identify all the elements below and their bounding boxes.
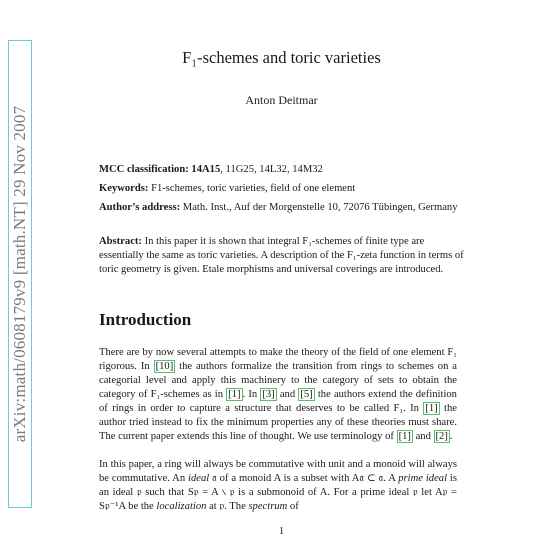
p1-text-3: . In xyxy=(242,389,261,400)
p2-text-3: is an ideal 𝔭 such that S𝔭 = A ∖ 𝔭 is a submonoid of A. For a prime ideal 𝔭 let A𝔭 = S𝔭⁻¹A be the xyxy=(99,473,457,512)
p2-text-1: In this paper, a ring will always be commutative with unit and a monoid will always be commutative. An xyxy=(99,459,457,484)
keywords xyxy=(99,182,464,196)
paper-title: F₁-schemes and toric varieties xyxy=(182,48,381,67)
p2-text-5: of xyxy=(287,501,299,512)
address-text: Math. Inst., Auf der Morgenstelle 10, 72076 Tübingen, Germany xyxy=(182,202,458,213)
page-number: 1 xyxy=(278,526,285,537)
term-prime-ideal: prime ideal xyxy=(398,473,448,484)
author-address xyxy=(99,201,464,215)
term-localization: localization xyxy=(156,501,207,512)
citation-link[interactable]: [1] xyxy=(398,431,411,442)
citation-link[interactable]: [3] xyxy=(262,389,275,400)
p1-text-1: There are by now several attempts to make the theory of the field of one element F₁ rigorous. In xyxy=(99,347,457,372)
citation-link[interactable]: [10] xyxy=(155,361,174,372)
arxiv-stamp xyxy=(8,40,32,508)
abstract-text: In this paper it is shown that integral F₁-schemes of finite type are essentially the same as toric varieties. A description of the F₁-zeta function in terms of toric geometry is given. Etale morphisms and universal coverings are introduced. xyxy=(99,236,464,275)
msc-classification xyxy=(99,163,464,177)
address-label: Author’s address: xyxy=(99,202,181,213)
paper-author: Anton Deitmar xyxy=(245,93,318,107)
p1-text-8: . xyxy=(449,431,453,442)
abstract-label: Abstract: xyxy=(99,236,142,247)
term-spectrum: spectrum xyxy=(248,501,288,512)
p2-text-2: 𝔞 of a monoid A is a subset with A𝔞 ⊂ 𝔞. A xyxy=(209,473,399,484)
p1-text-5: the authors extend the definition of rings in order to capture a structure that deserves to be called F₁. In xyxy=(99,389,457,414)
citation-link[interactable]: [1] xyxy=(228,389,241,400)
arxiv-identifier: arXiv:math/0608179v9 [math.NT] 29 Nov 2007 xyxy=(10,105,29,443)
msc-rest: , 11G25, 14L32, 14M32 xyxy=(220,164,323,175)
msc-label: MCC classification: xyxy=(99,164,189,175)
citation-link[interactable]: [2] xyxy=(435,431,448,442)
p2-text-4: at 𝔭. The xyxy=(206,501,249,512)
keywords-text: F1-schemes, toric varieties, field of one element xyxy=(151,183,356,194)
p1-text-4: and xyxy=(276,389,299,400)
citation-link[interactable]: [5] xyxy=(300,389,313,400)
p1-text-7: and xyxy=(412,431,434,442)
citation-link[interactable]: [1] xyxy=(425,403,438,414)
p1-text-2: the authors formalize the transition from rings to schemes on a categorial level and apply this machinery to the category of sets to obtain the category of F₁-schemes as in xyxy=(99,361,457,400)
abstract xyxy=(99,235,464,277)
keywords-label: Keywords: xyxy=(99,183,149,194)
section-heading: Introduction xyxy=(99,310,192,329)
intro-paragraph-2 xyxy=(99,458,457,514)
term-ideal: ideal xyxy=(188,473,210,484)
intro-paragraph-1 xyxy=(99,346,457,444)
msc-primary: 14A15 xyxy=(191,164,221,175)
p1-text-6: the author tried instead to fix the minimum properties any of these theories must share. The current paper extends this line of thought. We use terminology of xyxy=(99,403,458,442)
